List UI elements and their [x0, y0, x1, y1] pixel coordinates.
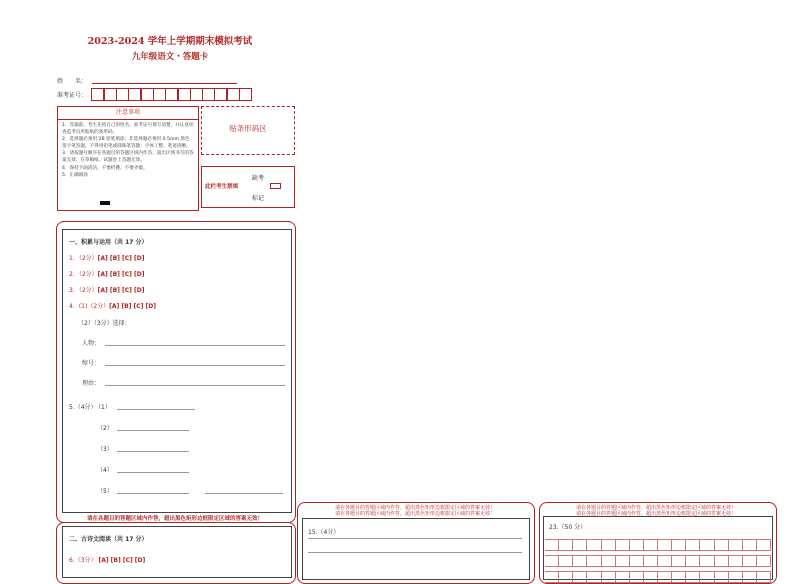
mc-question-number: 1．（2分）	[69, 255, 98, 262]
essay-grid-cell[interactable]	[672, 539, 686, 551]
essay-grid-cell[interactable]	[616, 555, 630, 567]
id-digit-box[interactable]	[104, 88, 117, 101]
essay-grid-cell[interactable]	[729, 539, 743, 551]
mc-question-number: 3．（2分）	[69, 287, 98, 294]
absent-checkbox[interactable]	[270, 183, 281, 189]
essay-grid-cell[interactable]	[757, 539, 771, 551]
q23-label: 23.（50 分）	[549, 524, 587, 531]
essay-grid-cell[interactable]	[686, 539, 700, 551]
essay-grid[interactable]	[545, 539, 771, 579]
notice-box	[57, 106, 199, 211]
essay-grid-cell[interactable]	[658, 571, 672, 583]
essay-grid-cell[interactable]	[729, 555, 743, 567]
essay-grid-cell[interactable]	[616, 571, 630, 583]
section1-heading: 一、积累与运用（共 17 分）	[69, 239, 148, 246]
q4-field-label: 绰号：	[82, 360, 101, 367]
essay-grid-cell[interactable]	[715, 555, 729, 567]
notice-heading: 注意事项	[58, 107, 198, 120]
mc-options[interactable]: [A] [B] [C] [D]	[97, 271, 145, 278]
essay-grid-cell[interactable]	[686, 555, 700, 567]
essay-grid-cell[interactable]	[757, 571, 771, 583]
essay-grid-cell[interactable]	[672, 571, 686, 583]
essay-grid-cell[interactable]	[602, 555, 616, 567]
barcode-area: 贴条形码区	[201, 106, 295, 155]
q4-field-label: 人物：	[82, 340, 101, 347]
essay-grid-cell[interactable]	[644, 555, 658, 567]
essay-grid-cell[interactable]	[644, 539, 658, 551]
id-digit-box[interactable]	[153, 88, 166, 101]
q5-answer-line[interactable]	[117, 493, 189, 494]
notice-item: 3．请按题号顺序在各题目的答题区域内作答，超出区域书写的答案无效；在草稿纸、试题卷上答题无效。	[62, 151, 194, 163]
id-digit-box[interactable]	[141, 88, 154, 101]
q6-row	[69, 555, 145, 564]
essay-grid-cell[interactable]	[715, 571, 729, 583]
absent-bottom-label: 标记	[252, 195, 265, 202]
q5-item-label: （4）	[97, 467, 113, 474]
essay-grid-cell[interactable]	[587, 571, 601, 583]
id-number-boxes[interactable]	[92, 88, 252, 101]
essay-grid-cell[interactable]	[573, 571, 587, 583]
q5-item-label: （2）	[97, 425, 113, 432]
absent-top-label: 缺考	[252, 175, 265, 182]
notice-body	[58, 120, 198, 184]
notice-item: 2．选择题必须用 2B 铅笔填涂；非选择题必须用 0.5mm 黑色签字笔答题，不得用铅笔或圆珠笔答题；字体工整、笔迹清晰。	[62, 137, 191, 149]
mc-options[interactable]: [A] [B] [C] [D]	[97, 255, 145, 262]
essay-grid-cell[interactable]	[616, 539, 630, 551]
q4-field-line[interactable]	[105, 345, 285, 346]
essay-grid-cell[interactable]	[700, 555, 714, 567]
answer-area-warning: 请在各题目的答题区域内作答，超出黑色矩形边框限定区域的答案无效！	[86, 516, 263, 522]
q5-answer-line[interactable]	[117, 451, 189, 452]
essay-grid-cell[interactable]	[545, 555, 559, 567]
essay-grid-cell[interactable]	[573, 539, 587, 551]
essay-grid-cell[interactable]	[630, 555, 644, 567]
name-label: 姓 名：	[57, 78, 88, 85]
notice-item: 1．答题前，考生先将自己的姓名，准考证号填写清楚，并认真检查监考员所粘贴的条形码。	[62, 123, 194, 135]
essay-grid-cell[interactable]	[672, 555, 686, 567]
essay-grid-cell[interactable]	[573, 555, 587, 567]
essay-grid-cell[interactable]	[686, 571, 700, 583]
q5-answer-line-extra[interactable]	[205, 493, 283, 494]
essay-grid-cell[interactable]	[602, 571, 616, 583]
essay-grid-cell[interactable]	[700, 571, 714, 583]
filled-sample-mark	[100, 201, 110, 205]
notice-item: 5．正确填涂	[62, 173, 88, 179]
q5-label: 5.（4分）	[69, 404, 97, 411]
q5-item-label: （5）	[97, 488, 113, 495]
col2-warning: 请在各题目的答题区域内作答，超出黑色矩形边框限定区域的答案无效！ 请在各题目的答题区域内作答，超出黑色矩形边框限定区域的答案无效！	[334, 505, 495, 517]
section2-heading: 二、古诗文阅读（共 17 分）	[69, 536, 148, 543]
absent-left-label: 此栏考生禁填	[205, 184, 239, 190]
essay-grid-cell[interactable]	[658, 555, 672, 567]
essay-grid-cell[interactable]	[559, 571, 573, 583]
id-digit-box[interactable]	[202, 88, 215, 101]
exam-subtitle: 九年级语文・答题卡	[131, 52, 209, 62]
section2-answer-area	[62, 526, 292, 578]
essay-grid-cell[interactable]	[743, 555, 757, 567]
id-label: 准考证号：	[57, 92, 88, 99]
q4-2-label: （2）（3分）选择：	[78, 320, 131, 327]
mc-question-row	[69, 253, 144, 262]
exam-title: 2023-2024 学年上学期期末模拟考试	[87, 36, 253, 47]
essay-grid-cell[interactable]	[559, 539, 573, 551]
id-digit-box[interactable]	[91, 88, 104, 101]
q5-item-label: （3）	[97, 446, 113, 453]
name-field[interactable]	[92, 83, 237, 84]
id-digit-box[interactable]	[190, 88, 203, 101]
mc-question-number: 2．（2分）	[69, 271, 98, 278]
id-digit-box[interactable]	[116, 88, 129, 101]
section1-answer-area	[62, 229, 292, 513]
id-digit-box[interactable]	[214, 88, 227, 101]
mc-question-row	[69, 269, 144, 278]
essay-grid-cell[interactable]	[729, 571, 743, 583]
q4-field-line[interactable]	[105, 385, 285, 386]
essay-grid-cell[interactable]	[700, 539, 714, 551]
q4-field-label: 理由：	[82, 380, 101, 387]
q4-field-line[interactable]	[105, 365, 285, 366]
essay-grid-cell[interactable]	[545, 571, 559, 583]
mc-options[interactable]: [A] [B] [C] [D]	[97, 287, 145, 294]
id-digit-box[interactable]	[128, 88, 141, 101]
absent-mark-box	[201, 166, 295, 208]
essay-grid-cell[interactable]	[630, 539, 644, 551]
id-digit-box[interactable]	[165, 88, 178, 101]
essay-grid-cell[interactable]	[630, 571, 644, 583]
mc-question-row	[69, 285, 144, 294]
q15-label: 15.（4分）	[308, 529, 340, 536]
q5-item-label: （1）	[95, 404, 111, 411]
q5-answer-line[interactable]	[117, 409, 195, 410]
essay-grid-cell[interactable]	[545, 539, 559, 551]
essay-grid-cell[interactable]	[743, 539, 757, 551]
q5-answer-line[interactable]	[117, 472, 189, 473]
essay-grid-cell[interactable]	[587, 539, 601, 551]
essay-grid-cell[interactable]	[743, 571, 757, 583]
q6-number: 6.（3分）	[69, 557, 97, 564]
essay-grid-cell[interactable]	[602, 539, 616, 551]
q15-line-1[interactable]	[308, 538, 522, 539]
col3-warning: 请在各题目的答题区域内作答，超出黑色矩形边框限定区域的答案无效！ 请在各题目的答题区域内作答，超出黑色矩形边框限定区域的答案无效！	[575, 505, 736, 517]
essay-grid-cell[interactable]	[658, 539, 672, 551]
mc-question-number: 4．(1)（2分）	[69, 303, 110, 310]
essay-grid-cell[interactable]	[757, 555, 771, 567]
id-digit-box[interactable]	[239, 88, 252, 101]
col3-answer-area	[543, 516, 773, 580]
essay-grid-cell[interactable]	[587, 555, 601, 567]
notice-item: 4．保持卡面清洁，不要折叠、不要弄破。	[62, 165, 148, 171]
mc-options[interactable]: [A] [B] [C] [D]	[109, 303, 156, 310]
col2-answer-area	[302, 518, 530, 580]
id-digit-box[interactable]	[227, 88, 240, 101]
q15-line-2[interactable]	[308, 552, 522, 553]
id-digit-box[interactable]	[178, 88, 191, 101]
essay-grid-cell[interactable]	[644, 571, 658, 583]
essay-grid-cell[interactable]	[559, 555, 573, 567]
q6-options[interactable]: [A] [B] [C] [D]	[98, 557, 146, 564]
q5-answer-line[interactable]	[117, 430, 189, 431]
essay-grid-cell[interactable]	[715, 539, 729, 551]
mc-question-row	[69, 301, 156, 310]
